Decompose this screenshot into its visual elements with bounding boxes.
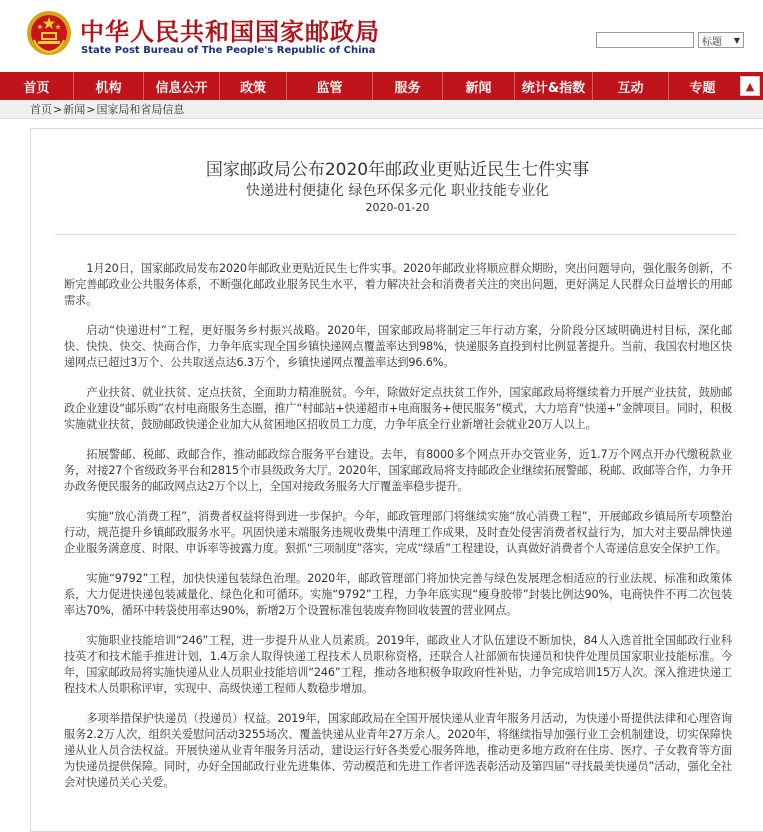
nav-service[interactable]: 服务 [373, 72, 443, 100]
nav-news[interactable]: 新闻 [443, 72, 515, 100]
article-paragraph: 拓展警邮、税邮、政邮合作，推动邮政综合服务平台建设。去年，有8000多个网点开办交管业务，近1.7万个网点开办代缴税款业务，对接27个省级政务平台和2815个市县级政务大厅。2020年，国家邮政局将支持邮政企业继续拓展警邮、税邮、政邮等合作，力争开办政务便民服务的邮政网点达2万个以上，全国对接政务服务大厅覆盖率稳步提升。 [64, 448, 732, 493]
search-input[interactable] [596, 32, 694, 48]
chevron-down-icon: ▼ [733, 35, 740, 45]
nav-home[interactable]: 首页 [0, 72, 74, 100]
nav-policy[interactable]: 政策 [220, 72, 287, 100]
breadcrumb [0, 100, 763, 119]
article-paragraph: 实施职业技能培训“246”工程，进一步提升从业人员素质。2019年，邮政业人才队伍建设不断加快，84人入选首批全国邮政行业科技英才和技术能手推进计划，1.4万余人取得快递工程技术人员职称资格，还联合人社部颁布快递员和快件处理员国家职业技能标准。今年，国家邮政局将实施快递从业人员职业技能培训“246”工程，推动各地积极争取政府性补贴，力争完成培训15万人次。深入推进快递工程技术人员职称评审，实现中、高级快递工程师人数稳步增加。 [64, 634, 732, 695]
site-header [0, 0, 763, 72]
article-subtitle: 快递进村便捷化 绿色环保多元化 职业技能专业化 [246, 183, 549, 199]
article-paragraph: 1月20日，国家邮政局发布2020年邮政业更贴近民生七件实事。2020年邮政业将顺应群众期盼，突出问题导向，强化服务创新，不断完善邮政业公共服务体系，不断强化邮政业服务民生水平，着力解决社会和消费者关注的突出问题，更好满足人民群众日益增长的用邮需求。 [64, 262, 732, 307]
nav-info-disclosure[interactable]: 信息公开 [144, 72, 220, 100]
article-paragraph: 启动“快递进村”工程，更好服务乡村振兴战略。2020年，国家邮政局将制定三年行动方案，分阶段分区域明确进村目标，深化邮快、快快、快交、快商合作，力争年底实现全国乡镇快递网点覆盖率达到98%，快递服务直投到村比例显著提升。当前，我国农村地区快递网点已超过3万个、公共取送点达6.3万个，乡镇快递网点覆盖率达到96.6%。 [64, 324, 732, 369]
article-container [30, 128, 763, 832]
main-nav [0, 72, 763, 100]
breadcrumb-news[interactable]: 新闻 [63, 103, 86, 116]
breadcrumb-separator: > [53, 102, 63, 116]
article-paragraph: 实施“9792”工程，加快快递包装绿色治理。2020年，邮政管理部门将加快完善与绿色发展理念相适应的行业法规、标准和政策体系，大力促进快递包装减量化、绿色化和可循环。实施“9792”工程，力争年底实现“瘦身胶带”封装比例达90%，电商快件不再二次包装率达70%，循环中转袋使用率达90%，新增2万个设置标准包装废弃物回收装置的营业网点。 [64, 572, 732, 617]
triangle-up-icon[interactable]: ▲ [740, 76, 760, 96]
nav-organization[interactable]: 机构 [74, 72, 144, 100]
search-scope-select[interactable] [698, 32, 744, 48]
site-title: 中华人民共和国国家邮政局 [80, 18, 380, 46]
search-scope-value: 标题 [702, 36, 722, 48]
nav-more [736, 72, 763, 100]
nav-statistics[interactable]: 统计&指数 [515, 72, 593, 100]
breadcrumb-home[interactable]: 首页 [30, 103, 52, 116]
national-emblem-icon[interactable] [26, 10, 72, 56]
article-title: 国家邮政局公布2020年邮政业更贴近民生七件实事 [205, 160, 590, 180]
breadcrumb-current[interactable]: 国家局和省局信息 [96, 103, 185, 116]
article-date: 2020-01-20 [365, 201, 430, 214]
title-divider [55, 234, 737, 235]
article-body [64, 261, 732, 805]
article-paragraph: 产业扶贫、就业扶贫、定点扶贫，全面助力精准脱贫。今年，除做好定点扶贫工作外，国家邮政局将继续着力开展产业扶贫，鼓励邮政企业建设“邮乐购”农村电商服务生态圈，推广“村邮站+快递超市+电商服务+便民服务”模式，大力培育“快递+”金牌项目。同时，积极实施就业扶贫，鼓励邮政快递企业加大从贫困地区招收员工力度，力争年底全行业新增社会就业20万人以上。 [64, 386, 732, 431]
search-bar [596, 32, 744, 48]
nav-interaction[interactable]: 互动 [593, 72, 669, 100]
nav-regulation[interactable]: 监管 [287, 72, 373, 100]
nav-topics[interactable]: 专题 [689, 80, 716, 96]
breadcrumb-separator: > [86, 102, 96, 116]
site-title-english: State Post Bureau of The People's Republic of China [81, 45, 376, 56]
article-paragraph: 多项举措保护快递员（投递员）权益。2019年，国家邮政局在全国开展快递从业青年服务月活动，为快递小哥提供法律和心理咨询服务2.2万人次，组织关爱慰问活动3255场次、覆盖快递从业青年27万余人。2020年，将继续指导加强行业工会机制建设，切实保障快递从业人员合法权益。开展快递从业青年服务月活动，建设运行好各类爱心服务阵地，推动更多地方政府在住房、医疗、子女教育等方面为快递员提供保障。同时，办好全国邮政行业先进集体、劳动模范和先进工作者评选表彰活动及第四届“寻找最美快递员”活动，强化全社会对快递员关心关爱。 [64, 712, 732, 789]
article-paragraph: 实施“放心消费工程”，消费者权益将得到进一步保护。今年，邮政管理部门将继续实施“放心消费工程”，开展邮政乡镇局所专项整治行动，规范提升乡镇邮政服务水平。巩固快递末端服务违规收费集中清理工作成果，及时查处侵害消费者权益行为，加大对主要品牌快递企业服务满意度、时限、申诉率等披露力度。狠抓“三项制度”落实，完成“绿盾”工程建设，认真做好消费者个人寄递信息安全保护工作。 [64, 510, 732, 555]
